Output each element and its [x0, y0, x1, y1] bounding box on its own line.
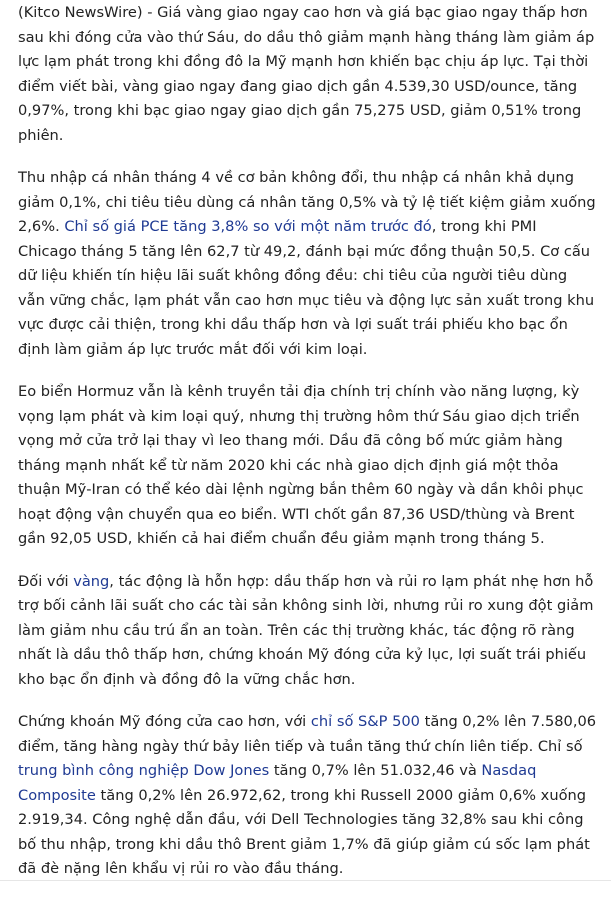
paragraph-stocks-text-3: tăng 0,7% lên 51.032,46 và [269, 762, 482, 779]
paragraph-hormuz-text: Eo biển Hormuz vẫn là kênh truyền tải địa chính trị chính vào năng lượng, kỳ vọng lạm phát và kim loại quý, nhưng thị trường hôm thứ Sáu giao dịch triển vọng mở cửa trở lại thay vì leo thang mới. Dầu đã công bố mức giảm hàng tháng mạnh nhất kể từ năm 2020 khi các nhà giao dịch định giá một thỏa thuận Mỹ-Iran có thể kéo dài lệnh ngừng bắn thêm 60 ngày và dần khôi phục hoạt động vận chuyển qua eo biển. WTI chốt gần 87,36 USD/thùng và Brent gần 92,05 USD, khiến cả hai điểm chuẩn đều giảm mạnh trong tháng 5. [18, 383, 584, 547]
paragraph-gold-text-2: , tác động là hỗn hợp: dầu thấp hơn và rủi ro lạm phát nhẹ hơn hỗ trợ bối cảnh lãi suất cho các tài sản không sinh lời, nhưng rủi ro xung đột giảm làm giảm nhu cầu trú ẩn an toàn. Trên các thị trường khác, tác động rõ ràng nhất là dầu thô thấp hơn, chứng khoán Mỹ đóng cửa kỷ lục, lợi suất trái phiếu kho bạc ổn định và đồng đô la vững chắc hơn. [18, 572, 594, 688]
paragraph-gold-text-1: Đối với [18, 572, 74, 590]
sp500-link[interactable]: chỉ số S&P 500 [310, 713, 420, 730]
paragraph-stocks-text-2: tăng 0,2% lên 7.580,06 điểm, tăng hàng ngày thứ bảy liên tiếp và tuần tăng thứ chín liên tiếp. Chỉ số [18, 713, 597, 755]
pce-price-index-link[interactable]: Chỉ số giá PCE tăng 3,8% so với một năm trước đó [64, 218, 432, 235]
article-body [18, 0, 598, 900]
paragraph-income-text-2: , trong khi PMI Chicago tháng 5 tăng lên 62,7 từ 49,2, đánh bại mức đồng thuận 50,5. Cơ cấu dữ liệu khiến tín hiệu lãi suất không đồng đều: chi tiêu của người tiêu dùng vẫn vững chắc, lạm phát vẫn cao hơn mục tiêu và động lực sản xuất trong khu vực được cải thiện, trong khi dầu thấp hơn và lợi suất trái phiếu kho bạc ổn định làm giảm áp lực trước mắt đối với kim loại. [18, 218, 595, 358]
paragraph-income-text-1: Thu nhập cá nhân tháng 4 về cơ bản không đổi, thu nhập cá nhân khả dụng giảm 0,1%, chi tiêu tiêu dùng cá nhân tăng 0,5% và tỷ lệ tiết kiệm giảm xuống 2,6%. [18, 169, 596, 235]
paragraph-stocks-text-1: Chứng khoán Mỹ đóng cửa cao hơn, với [18, 713, 311, 730]
gold-link[interactable]: vàng [73, 572, 110, 590]
paragraph-hormuz [18, 380, 598, 552]
dow-jones-link[interactable]: trung bình công nghiệp Dow Jones [18, 762, 270, 779]
paragraph-gold-impact [18, 570, 598, 693]
paragraph-stocks [18, 710, 598, 882]
paragraph-stocks-text-4: tăng 0,2% lên 26.972,62, trong khi Russell 2000 giảm 0,6% xuống 2.919,34. Công nghệ dẫn đầu, với Dell Technologies tăng 32,8% sau khi công bố thu nhập, trong khi dầu thô Brent giảm 1,7% đã giúp giảm cú sốc lạm phát đã đè nặng lên khẩu vị rủi ro vào đầu tháng. [18, 786, 590, 877]
nasdaq-composite-link[interactable]: Nasdaq Composite [18, 762, 537, 804]
paragraph-income-data [18, 166, 598, 362]
paragraph-intro-text: (Kitco NewsWire) - Giá vàng giao ngay cao hơn và giá bạc giao ngay thấp hơn sau khi đóng cửa vào thứ Sáu, do dầu thô giảm mạnh hàng tháng làm giảm áp lực lạm phát trong khi đồng đô la Mỹ mạnh hơn khiến bạc chịu áp lực. Tại thời điểm viết bài, vàng giao ngay đang giao dịch gần 4.539,30 USD/ounce, tăng 0,97%, trong khi bạc giao ngay giao dịch gần 75,275 USD, giảm 0,51% trong phiên. [18, 4, 595, 144]
paragraph-intro [18, 1, 598, 148]
